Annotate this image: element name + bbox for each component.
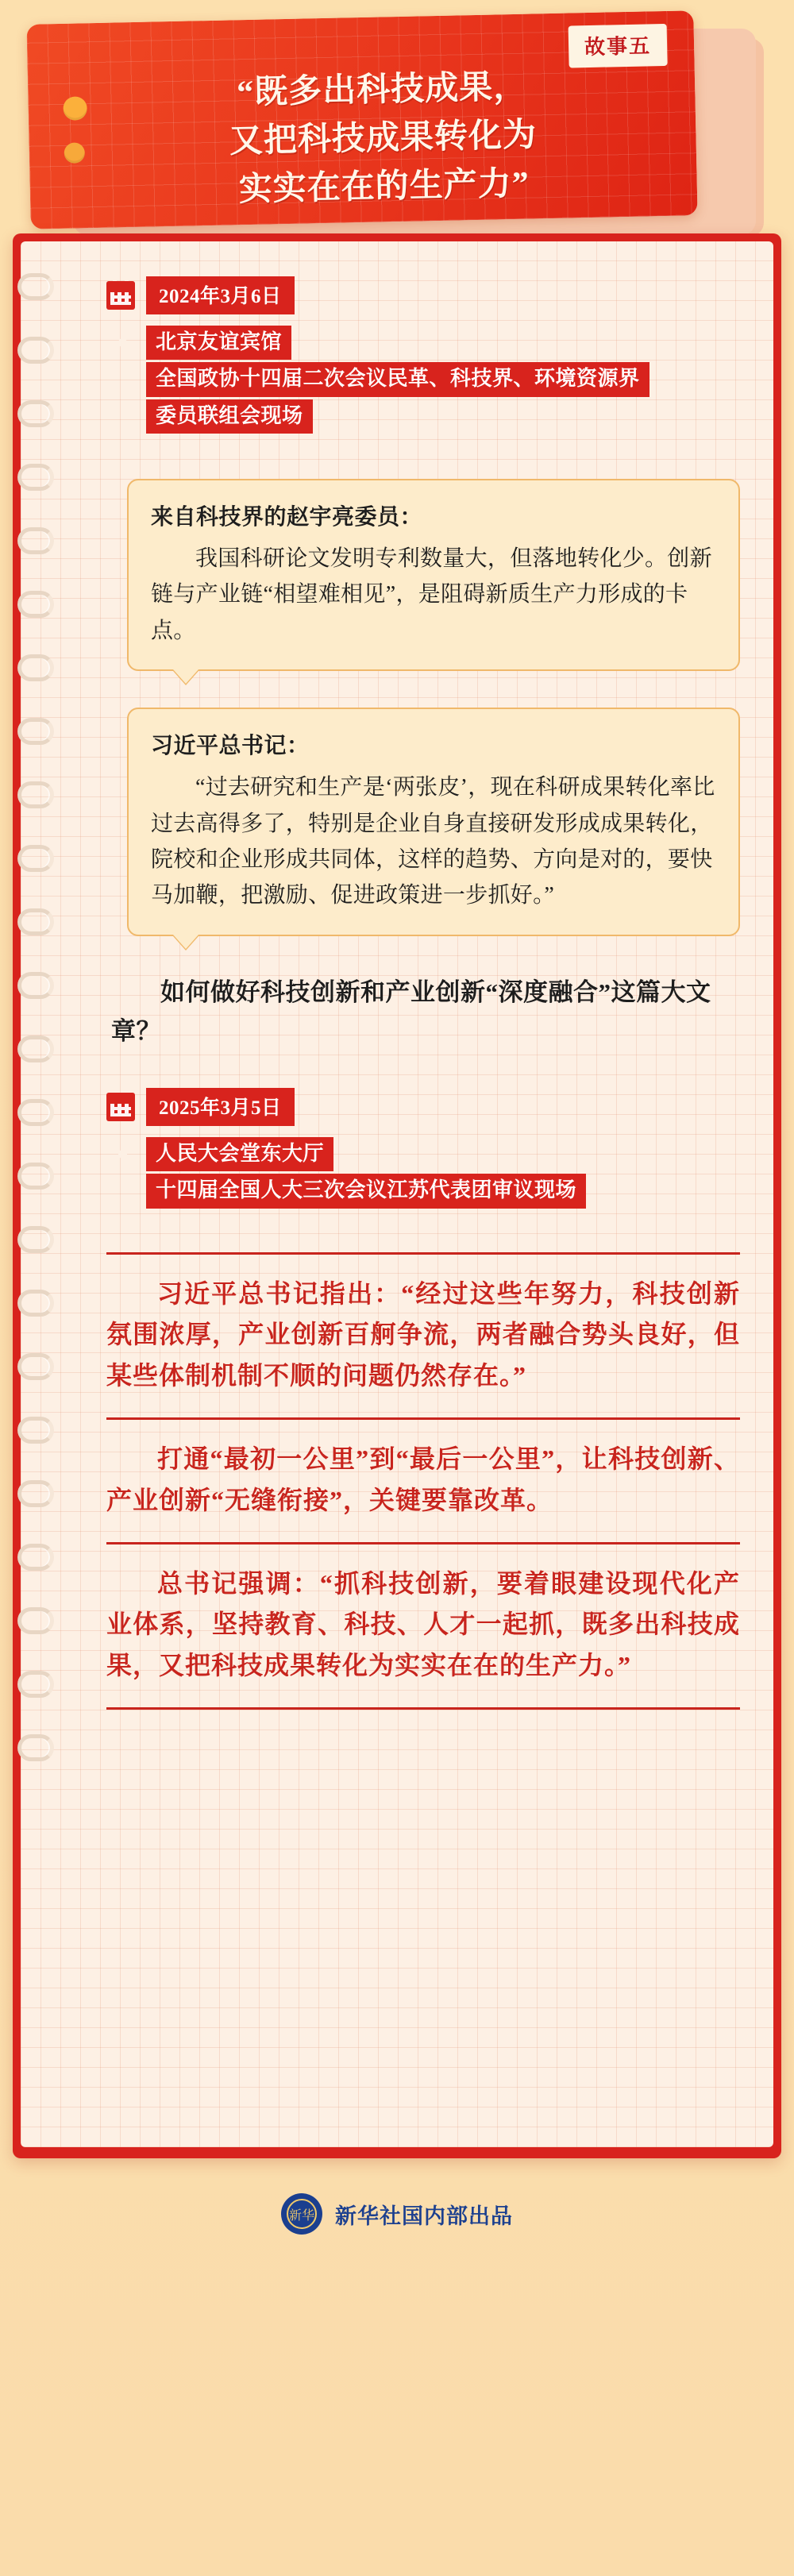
notebook-card xyxy=(13,233,781,2158)
location-pin-icon xyxy=(106,327,135,362)
section-2-date-row xyxy=(106,1088,740,1126)
ring-7 xyxy=(17,654,54,681)
section-1-meta xyxy=(106,276,740,436)
quote-bubble-1-speaker: 来自科技界的赵宇亮委员： xyxy=(151,505,423,530)
header-card xyxy=(26,10,697,229)
ring-24 xyxy=(17,1734,54,1761)
ring-15 xyxy=(17,1163,54,1190)
section-2-place-lines xyxy=(146,1137,740,1211)
section-2-place-row xyxy=(106,1137,740,1211)
ring-12 xyxy=(17,972,54,999)
quote-separator-1 xyxy=(106,1252,740,1255)
quote-separator-3 xyxy=(106,1542,740,1544)
header-dot-2 xyxy=(64,142,86,164)
section-1-place-line-3: 委员联组会现场 xyxy=(146,399,313,434)
calendar-icon xyxy=(106,281,135,310)
ring-16 xyxy=(17,1226,54,1253)
ring-4 xyxy=(17,464,54,491)
page-title xyxy=(104,60,663,217)
ring-5 xyxy=(17,527,54,554)
header-section xyxy=(29,17,765,256)
section-2-quote-2: 打通“最初一公里”到“最后一公里”，让科技创新、产业创新“无缝衔接”，关键要靠改革。 xyxy=(106,1444,740,1514)
section-2-quote-3: 总书记强调：“抓科技创新，要着眼建设现代化产业体系，坚持教育、科技、人才一起抓，既多出科技成果，又把科技成果转化为实实在在的生产力。” xyxy=(106,1568,740,1680)
quote-bubble-1-text: 我国科研论文发明专利数量大，但落地转化少。创新链与产业链“相望难相见”，是阻碍新质生产力形成的卡点。 xyxy=(151,546,712,643)
quote-separator-2 xyxy=(106,1417,740,1420)
ring-22 xyxy=(17,1607,54,1634)
header-dots xyxy=(63,96,88,186)
ring-20 xyxy=(17,1480,54,1507)
ring-18 xyxy=(17,1353,54,1380)
quote-bubble-2-speaker: 习近平总书记： xyxy=(151,734,310,759)
notebook-rings xyxy=(17,273,73,1798)
section-1-date-row xyxy=(106,276,740,314)
quote-bubble-2 xyxy=(127,708,740,935)
page-title-line-2: 又把科技成果转化为 xyxy=(229,117,538,160)
section-2-place-line-2: 十四届全国人大三次会议江苏代表团审议现场 xyxy=(146,1174,586,1208)
footer-credit: 新华社国内部出品 xyxy=(335,2204,513,2228)
page-title-line-3: 实实在在的生产力” xyxy=(238,165,530,209)
section-1-date: 2024年3月6日 xyxy=(146,276,295,314)
ring-2 xyxy=(17,337,54,364)
section-1-place-line-2: 全国政协十四届二次会议民革、科技界、环境资源界 xyxy=(146,362,649,396)
location-pin-icon xyxy=(106,1139,135,1174)
ring-1 xyxy=(17,273,54,300)
ring-17 xyxy=(17,1290,54,1317)
ring-8 xyxy=(17,718,54,745)
xinhua-logo-text: 新华 xyxy=(287,2199,317,2229)
ring-19 xyxy=(17,1417,54,1444)
section-1-question: 如何做好科技创新和产业创新“深度融合”这篇大文章？ xyxy=(111,978,711,1046)
quote-bubble-1 xyxy=(127,479,740,671)
ring-13 xyxy=(17,1035,54,1062)
ring-14 xyxy=(17,1099,54,1126)
ring-10 xyxy=(17,845,54,872)
section-1-place-lines xyxy=(146,326,740,436)
ring-6 xyxy=(17,591,54,618)
section-2-date: 2025年3月5日 xyxy=(146,1088,295,1126)
calendar-icon xyxy=(106,1093,135,1121)
header-dot-1 xyxy=(63,96,87,121)
story-tab: 故事五 xyxy=(569,24,668,68)
footer xyxy=(0,2158,794,2266)
section-2-meta xyxy=(106,1088,740,1211)
notebook-paper xyxy=(21,241,773,2147)
ring-3 xyxy=(17,400,54,427)
page-title-line-1: “既多出科技成果， xyxy=(236,68,528,112)
section-2-place-line-1: 人民大会堂东大厅 xyxy=(146,1137,333,1171)
section-2-quote-1: 习近平总书记指出：“经过这些年努力，科技创新氛围浓厚，产业创新百舸争流，两者融合势头良好，但某些体制机制不顺的问题仍然存在。” xyxy=(106,1278,740,1390)
quote-separator-4 xyxy=(106,1707,740,1710)
section-1-place-line-1: 北京友谊宾馆 xyxy=(146,326,291,360)
xinhua-logo-icon xyxy=(281,2193,322,2235)
ring-11 xyxy=(17,908,54,935)
section-1-place-row xyxy=(106,326,740,436)
ring-23 xyxy=(17,1671,54,1698)
ring-21 xyxy=(17,1544,54,1571)
quote-bubble-2-text: “过去研究和生产是‘两张皮’，现在科研成果转化率比过去高得多了，特别是企业自身直接研发形成成果转化，院校和企业形成共同体，这样的趋势、方向是对的，要快马加鞭，把激励、促进政策进一步抓好。” xyxy=(151,775,715,908)
ring-9 xyxy=(17,781,54,808)
